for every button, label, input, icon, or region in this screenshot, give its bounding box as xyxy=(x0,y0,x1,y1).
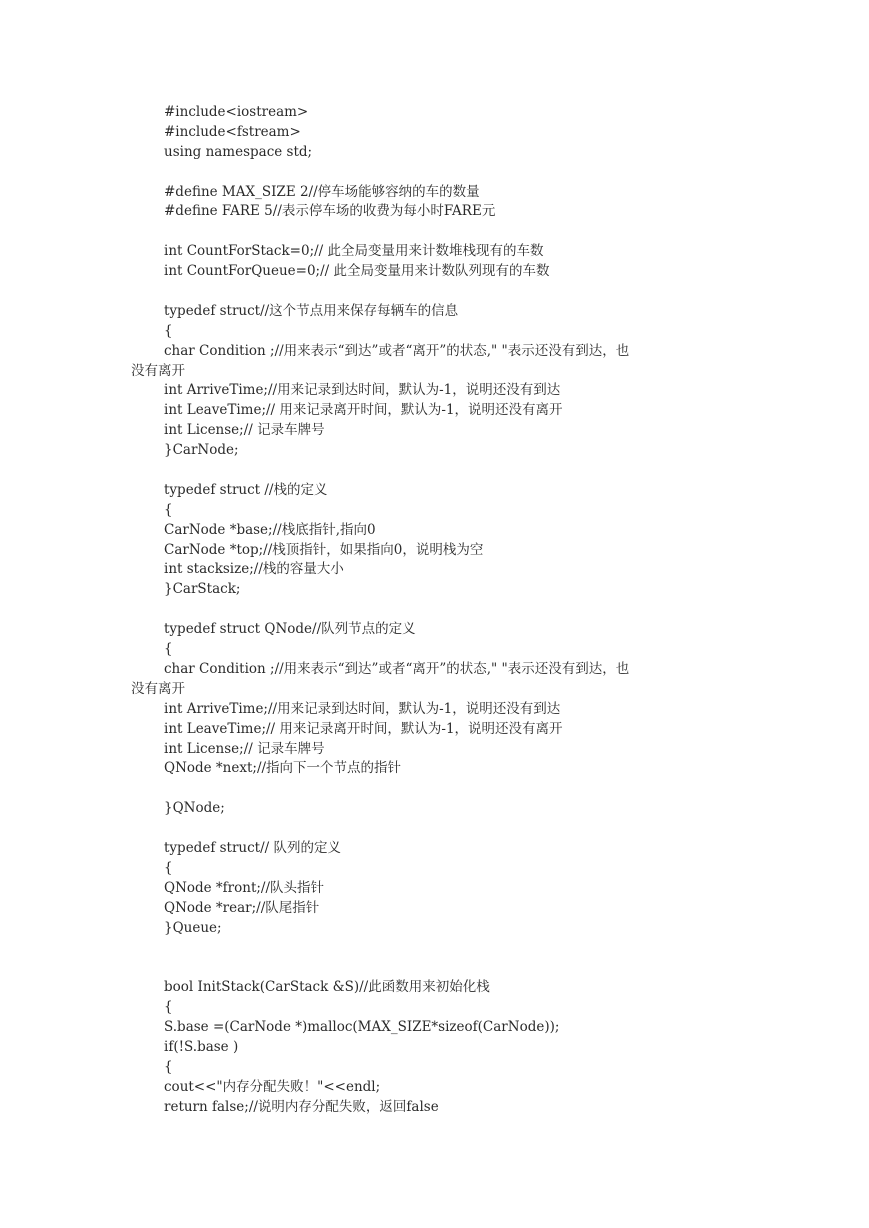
code-line: int License;// 记录车牌号 xyxy=(164,422,325,439)
blank-line xyxy=(0,461,869,481)
code-line: }CarStack; xyxy=(164,581,241,598)
code-line: bool InitStack(CarStack &S)//此函数用来初始化栈 xyxy=(164,979,490,996)
code-line: { xyxy=(164,1058,173,1075)
code-line: 没有离开 xyxy=(131,680,185,697)
code-line: QNode *rear;//队尾指针 xyxy=(164,899,320,916)
code-line: }CarNode; xyxy=(164,442,239,459)
blank-line xyxy=(0,938,869,958)
code-line: CarNode *top;//栈顶指针，如果指向0，说明栈为空 xyxy=(164,541,484,558)
code-line: cout<<"内存分配失败！"<<endl; xyxy=(164,1078,381,1095)
blank-line xyxy=(0,819,869,839)
code-line: using namespace std; xyxy=(164,143,313,160)
code-line: #define MAX_SIZE 2//停车场能够容纳的车的数量 xyxy=(164,183,480,200)
code-line: S.base =(CarNode *)malloc(MAX_SIZE*sizeof(CarNode)); xyxy=(164,1018,560,1035)
blank-line xyxy=(0,163,869,183)
code-line: QNode *front;//队头指针 xyxy=(164,879,325,896)
blank-line xyxy=(0,779,869,799)
blank-line xyxy=(0,222,869,242)
code-line: int ArriveTime;//用来记录到达时间，默认为-1，说明还没有到达 xyxy=(164,700,561,717)
code-line: int stacksize;//栈的容量大小 xyxy=(164,561,344,578)
code-line: { xyxy=(164,999,173,1016)
code-line: char Condition ;//用来表示“到达”或者“离开”的状态," "表示还没有到达，也 xyxy=(164,660,630,677)
code-line: if(!S.base ) xyxy=(164,1038,239,1055)
code-line: int LeaveTime;// 用来记录离开时间，默认为-1，说明还没有离开 xyxy=(164,720,563,737)
code-line: { xyxy=(164,501,173,518)
code-line: { xyxy=(164,322,173,339)
code-line: int LeaveTime;// 用来记录离开时间，默认为-1，说明还没有离开 xyxy=(164,402,563,419)
code-line: CarNode *base;//栈底指针,指向0 xyxy=(164,521,376,538)
blank-line xyxy=(0,282,869,302)
code-line: }QNode; xyxy=(164,800,225,817)
code-line: return false;//说明内存分配失败，返回false xyxy=(164,1098,439,1115)
code-line: int CountForStack=0;// 此全局变量用来计数堆栈现有的车数 xyxy=(164,243,544,260)
code-line: QNode *next;//指向下一个节点的指针 xyxy=(164,760,402,777)
code-line: typedef struct// 队列的定义 xyxy=(164,839,341,856)
code-line: }Queue; xyxy=(164,919,222,936)
code-line: #include<fstream> xyxy=(164,123,301,140)
code-line: 没有离开 xyxy=(131,362,185,379)
code-line: int License;// 记录车牌号 xyxy=(164,740,325,757)
code-line: int CountForQueue=0;// 此全局变量用来计数队列现有的车数 xyxy=(164,263,550,280)
code-line: typedef struct //栈的定义 xyxy=(164,481,328,498)
code-line: typedef struct//这个节点用来保存每辆车的信息 xyxy=(164,302,459,319)
code-line: int ArriveTime;//用来记录到达时间，默认为-1，说明还没有到达 xyxy=(164,382,561,399)
code-line: #define FARE 5//表示停车场的收费为每小时FARE元 xyxy=(164,203,496,220)
code-line: typedef struct QNode//队列节点的定义 xyxy=(164,621,416,638)
code-line: { xyxy=(164,859,173,876)
blank-line xyxy=(0,958,869,978)
code-listing xyxy=(0,103,869,1117)
code-line: { xyxy=(164,641,173,658)
blank-line xyxy=(0,600,869,620)
code-line: char Condition ;//用来表示“到达”或者“离开”的状态," "表示还没有到达，也 xyxy=(164,342,630,359)
code-line: #include<iostream> xyxy=(164,104,309,120)
